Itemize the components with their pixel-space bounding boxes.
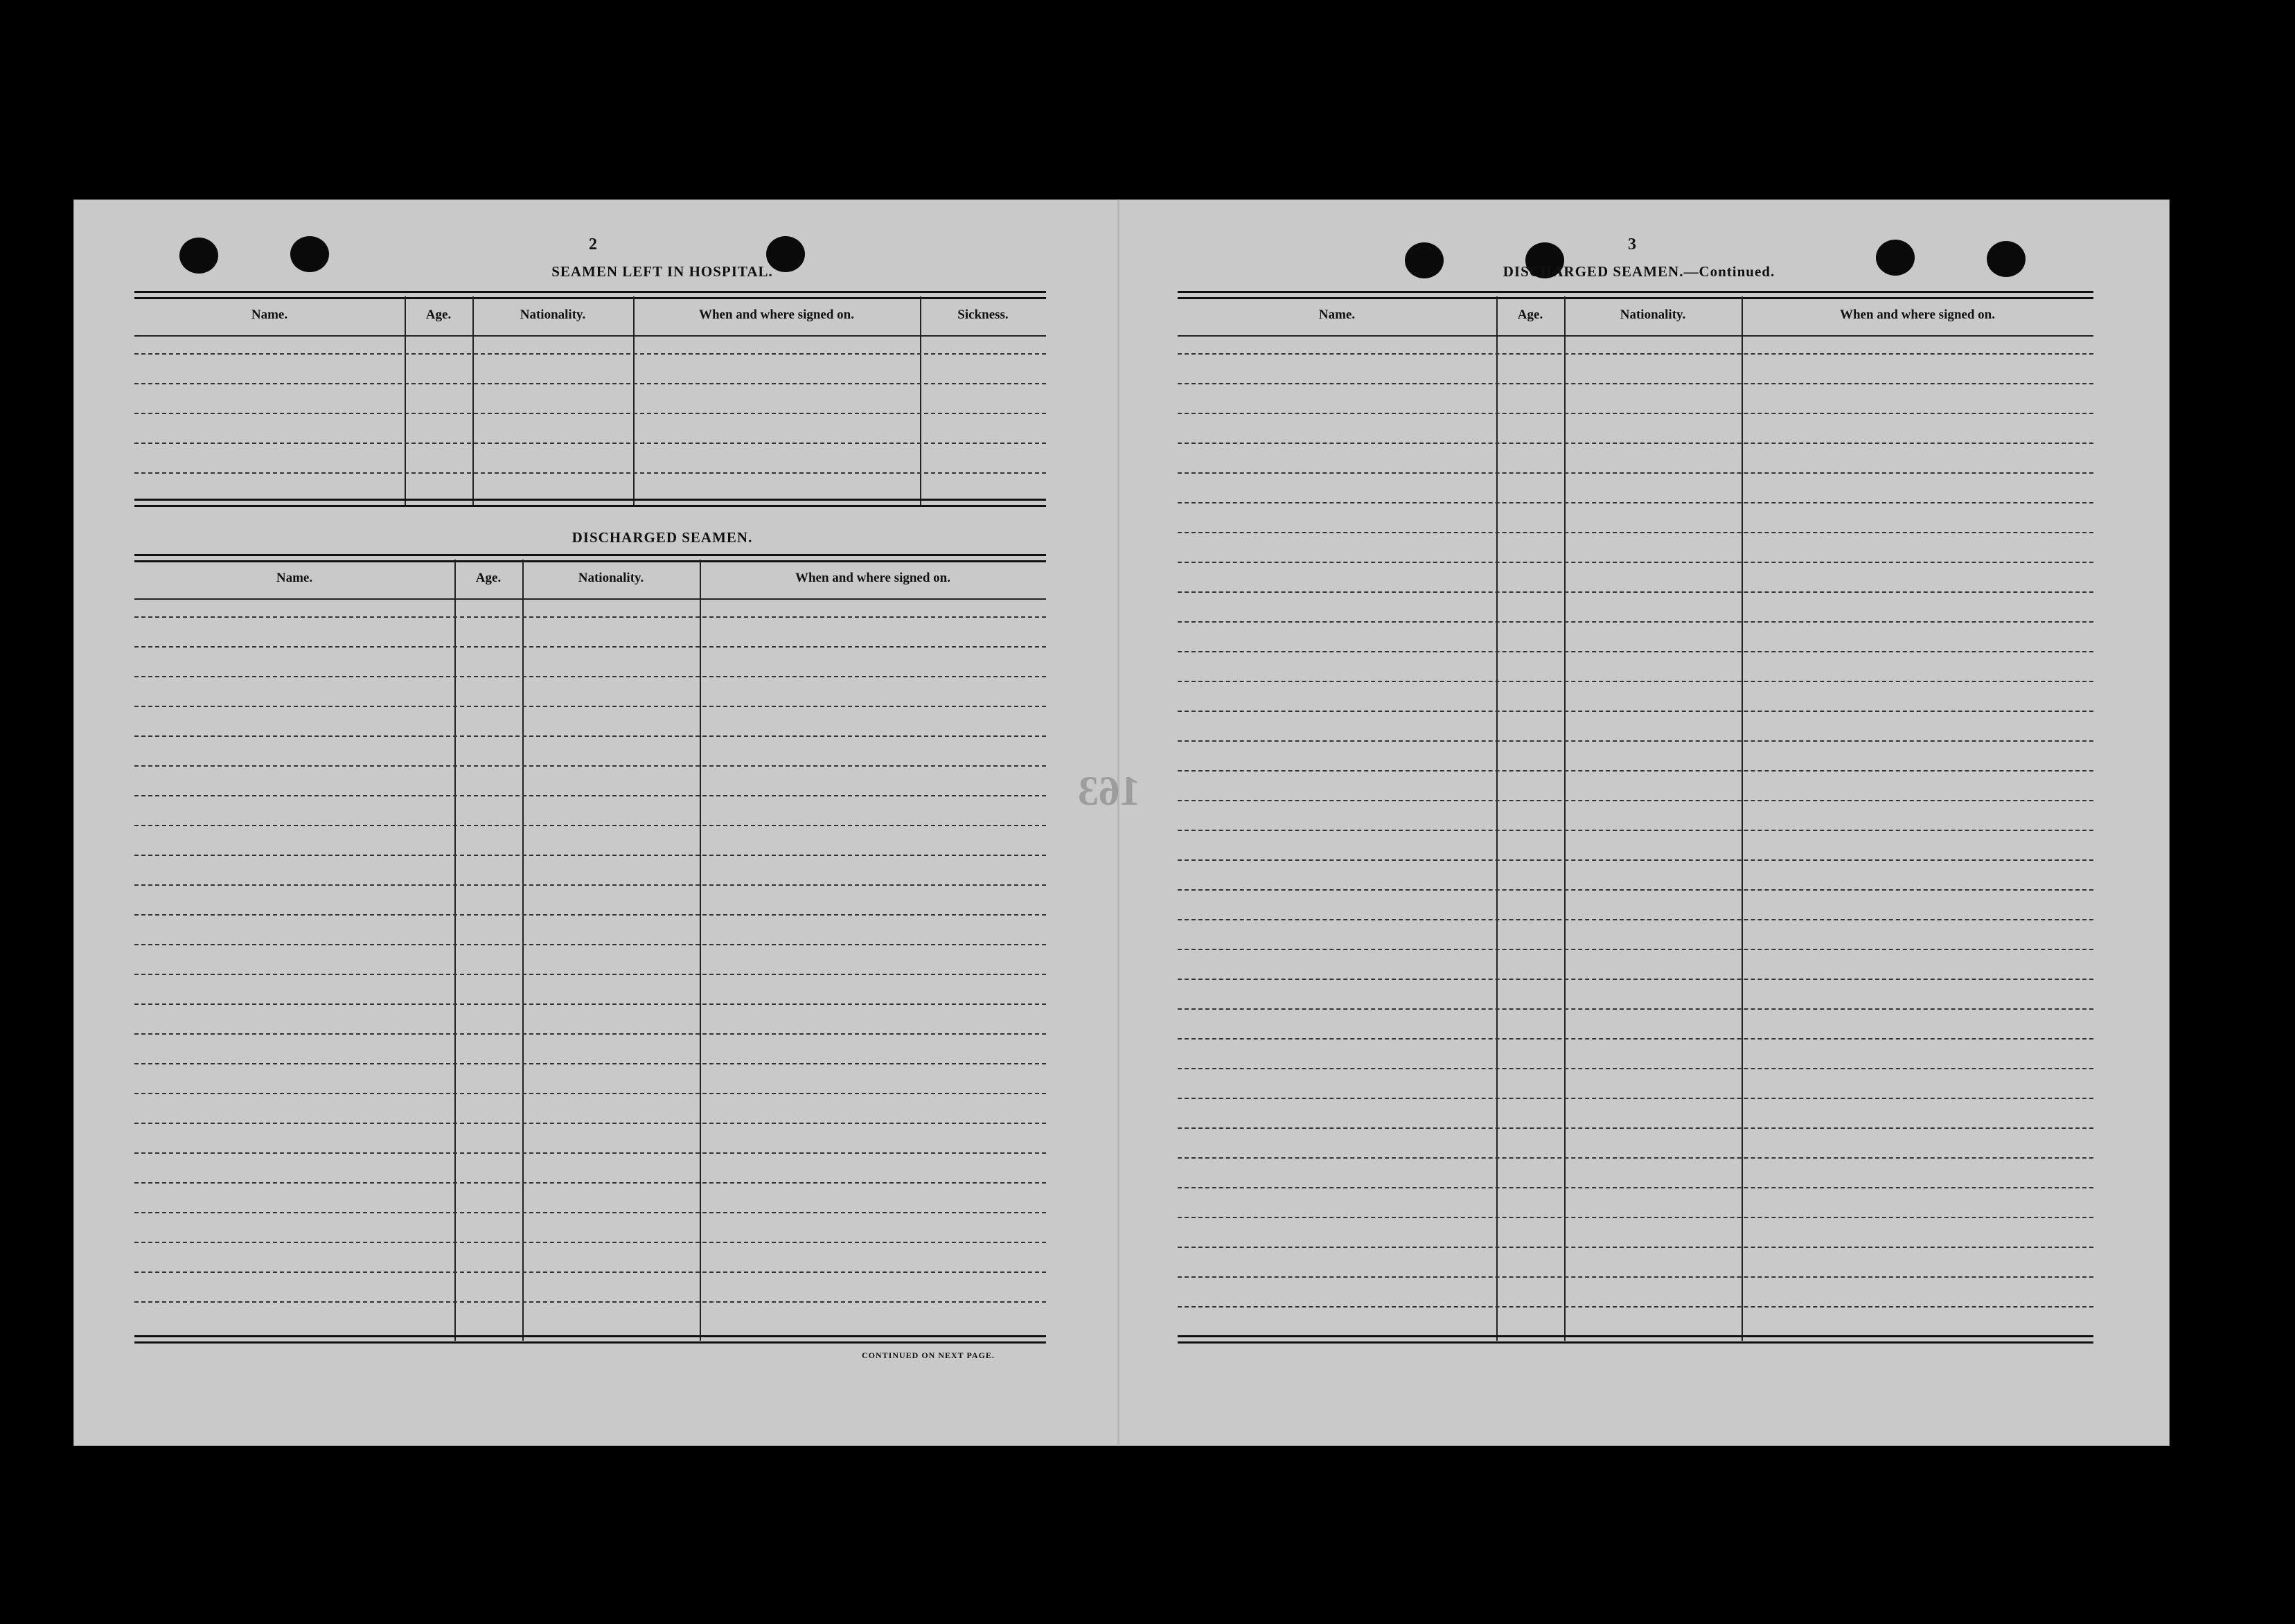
entry-line: [134, 1212, 1046, 1213]
page-number-right: 3: [1628, 235, 1636, 253]
entry-line: [134, 616, 1046, 618]
entry-line: [1178, 621, 2093, 623]
entry-line: [1178, 800, 2093, 801]
col-age: Age.: [475, 571, 502, 585]
entry-line: [134, 1271, 1046, 1273]
discharged-table-right: [1178, 291, 2093, 1357]
entry-line: [1178, 1306, 2093, 1308]
entry-line: [1178, 1127, 2093, 1129]
col-nationality: Nationality.: [520, 307, 586, 322]
entry-line: [134, 735, 1046, 737]
entry-line: [134, 443, 1046, 444]
entry-line: [134, 1242, 1046, 1243]
entry-line: [134, 944, 1046, 945]
column-divider: [920, 296, 921, 506]
entry-line: [1178, 353, 2093, 355]
entry-line: [134, 1182, 1046, 1184]
page-fold: [1117, 199, 1119, 1446]
column-divider: [633, 296, 635, 506]
entry-line: [1178, 979, 2093, 980]
entry-line: [1178, 532, 2093, 533]
entry-line: [1178, 1247, 2093, 1248]
header-rule: [134, 335, 1046, 337]
discharged-section-title: DISCHARGED SEAMEN.: [571, 529, 753, 546]
entry-line: [134, 676, 1046, 677]
punch-hole: [1987, 241, 2026, 277]
entry-line: [1178, 443, 2093, 444]
entry-line: [1178, 1068, 2093, 1069]
entry-line: [1178, 1038, 2093, 1039]
entry-line: [1178, 502, 2093, 503]
entry-line: [134, 1301, 1046, 1303]
col-sickness: Sickness.: [957, 307, 1009, 322]
entry-line: [1178, 919, 2093, 920]
entry-line: [134, 795, 1046, 796]
entry-line: [1178, 1187, 2093, 1188]
entry-line: [1178, 472, 2093, 474]
col-signed-on: When and where signed on.: [795, 571, 950, 585]
entry-line: [134, 765, 1046, 767]
entry-line: [134, 1152, 1046, 1154]
column-divider: [1742, 296, 1743, 1341]
col-name: Name.: [276, 571, 313, 585]
stamp-number: 163: [1078, 768, 1140, 814]
col-nationality: Nationality.: [1620, 307, 1686, 322]
col-signed-on: When and where signed on.: [698, 307, 854, 322]
table-bottom-rule: [134, 1335, 1046, 1344]
table-top-rule: [134, 554, 1046, 562]
entry-line: [1178, 1217, 2093, 1218]
entry-line: [1178, 859, 2093, 861]
page-number-left: 2: [589, 235, 597, 253]
entry-line: [134, 706, 1046, 707]
column-divider: [1564, 296, 1566, 1341]
continued-note: CONTINUED ON NEXT PAGE.: [862, 1350, 995, 1360]
entry-line: [1178, 711, 2093, 712]
entry-line: [134, 1123, 1046, 1124]
table-bottom-rule: [134, 499, 1046, 507]
table-bottom-rule: [1178, 1335, 2093, 1344]
col-age: Age.: [1517, 307, 1543, 322]
entry-line: [134, 1063, 1046, 1064]
table-top-rule: [1178, 291, 2093, 299]
header-rule: [134, 598, 1046, 600]
col-signed-on: When and where signed on.: [1839, 307, 1995, 322]
entry-line: [134, 472, 1046, 474]
entry-line: [134, 1033, 1046, 1035]
entry-line: [1178, 591, 2093, 593]
entry-line: [1178, 1157, 2093, 1159]
punch-hole: [1405, 242, 1444, 278]
hospital-table: [134, 291, 1046, 512]
entry-line: [134, 1093, 1046, 1094]
entry-line: [134, 855, 1046, 856]
col-nationality: Nationality.: [578, 571, 644, 585]
col-age: Age.: [425, 307, 452, 322]
entry-line: [1178, 1008, 2093, 1010]
punch-hole: [290, 236, 329, 272]
punch-hole: [1876, 240, 1915, 276]
entry-line: [134, 914, 1046, 916]
entry-line: [134, 646, 1046, 648]
header-rule: [1178, 335, 2093, 337]
entry-line: [1178, 383, 2093, 384]
punch-hole: [179, 238, 218, 274]
column-divider: [472, 296, 474, 506]
discharged-continued-title: DISCHARGED SEAMEN.—Continued.: [1503, 263, 1775, 280]
entry-line: [1178, 1098, 2093, 1099]
entry-line: [1178, 830, 2093, 831]
entry-line: [134, 353, 1046, 355]
col-name: Name.: [251, 307, 288, 322]
entry-line: [1178, 562, 2093, 563]
entry-line: [1178, 770, 2093, 771]
column-divider: [405, 296, 406, 506]
entry-line: [134, 974, 1046, 975]
document-sheet: [73, 199, 2170, 1446]
entry-line: [1178, 681, 2093, 682]
entry-line: [134, 884, 1046, 886]
entry-line: [134, 1003, 1046, 1005]
entry-line: [1178, 740, 2093, 742]
table-top-rule: [134, 291, 1046, 299]
entry-line: [1178, 651, 2093, 652]
entry-line: [1178, 413, 2093, 414]
column-divider: [1496, 296, 1498, 1341]
discharged-table-left: [134, 554, 1046, 1357]
hospital-section-title: SEAMEN LEFT IN HOSPITAL.: [551, 263, 773, 280]
col-name: Name.: [1318, 307, 1356, 322]
entry-line: [134, 825, 1046, 826]
entry-line: [1178, 1276, 2093, 1278]
entry-line: [1178, 889, 2093, 891]
entry-line: [134, 413, 1046, 414]
entry-line: [1178, 949, 2093, 950]
entry-line: [134, 383, 1046, 384]
